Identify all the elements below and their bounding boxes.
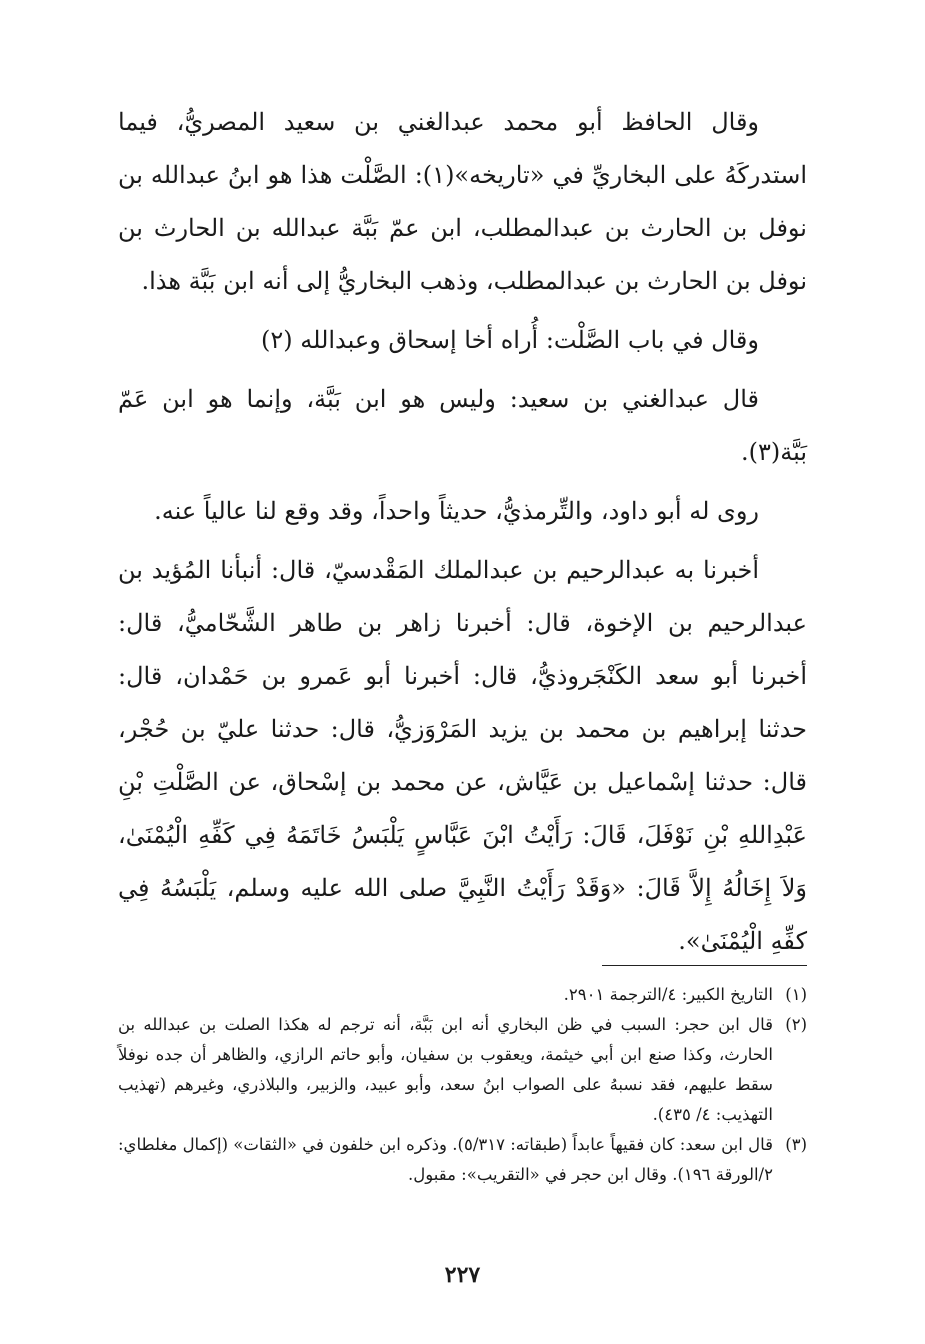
main-text xyxy=(118,96,807,968)
footnotes xyxy=(118,980,807,1190)
footnote-item xyxy=(118,1130,807,1190)
footnote-item xyxy=(118,980,807,1010)
paragraph-hadith-isnad: أخبرنا به عبدالرحيم بن عبدالملك المَقْدسيّ، قال: أنبأنا المُؤيد بن عبدالرحيم بن الإخوة، قال: أخبرنا زاهر بن طاهر الشَّحّاميُّ، قال: أخبرنا أبو سعد الكَنْجَروذيُّ، قال: أخبرنا أبو عَمرو بن حَمْدان، قال: حدثنا إبراهيم بن محمد بن يزيد المَرْوَزيُّ، قال: حدثنا عليّ بن حُجْر، قال: حدثنا إسْماعيل بن عَيَّاش، عن محمد بن إسْحاق، عن الصَّلْتِ بْنِ عَبْدِاللهِ بْنِ نَوْفَلَ، قَالَ: رَأَيْتُ ابْنَ عَبَّاسٍ يَلْبَسُ خَاتَمَهُ فِي كَفِّهِ الْيُمْنَىٰ، وَلاَ إِخَالُهُ إِلاَّ قَالَ: «وَقَدْ رَأَيْتُ النَّبِيَّ صلى الله عليه وسلم، يَلْبَسُهُ فِي كفِّهِ الْيُمْنَىٰ». xyxy=(118,556,807,955)
footnote-number: (٢) xyxy=(785,1015,807,1034)
page-number: ٢٢٧ xyxy=(444,1262,481,1288)
footnote-text: قال ابن حجر: السبب في ظن البخاري أنه ابن بَبَّة، أنه ترجم له هكذا الصلت بن عبدالله بن الحارث، وكذا صنع ابن أبي خيثمة، ويعقوب بن سفيان، وأبو حاتم الرازي، والظاهر أن جده نوفلاً سقط عليهم، فقد نسبهُ على الصواب ابنُ سعد، وأبو عبيد، والزبير، والبلاذري، وغيرهم (تهذيب التهذيب: ٤/ ٤٣٥). xyxy=(118,1015,773,1124)
footnote-number: (١) xyxy=(785,985,807,1004)
footnote-number: (٣) xyxy=(785,1135,807,1154)
paragraph-abdulghani-qawl: قال عبدالغني بن سعيد: وليس هو ابن بَبَّة، وإنما هو ابن عَمّ بَبَّة(٣). xyxy=(118,385,807,466)
footnote-text: قال ابن سعد: كان فقيهاً عابداً (طبقاته: ٥/٣١٧). وذكره ابن خلفون في «الثقات» (إكمال مغلطاي: ٢/الورقة ١٩٦). وقال ابن حجر في «التقريب»: مقبول. xyxy=(118,1135,773,1184)
footnote-text: التاريخ الكبير: ٤/الترجمة ٢٩٠١. xyxy=(563,985,773,1004)
footnote-divider xyxy=(602,965,807,966)
paragraph-bab-assalt: وقال في باب الصَّلْت: أُراه أخا إسحاق وعبدالله (٢) xyxy=(261,326,759,354)
paragraph-rawa-lahu: روى له أبو داود، والتِّرمذيُّ، حديثاً واحداً، وقد وقع لنا عالياً عنه. xyxy=(154,497,759,525)
footnote-item xyxy=(118,1010,807,1130)
paragraph-saad-mustadrak: وقال الحافظ أبو محمد عبدالغني بن سعيد المصريُّ، فيما استدركَهُ على البخاريِّ في «تاريخه»(١): الصَّلْت هذا هو ابنُ عبدالله بن نوفل بن الحارث بن عبدالمطلب، ابن عمّ بَبَّة عبدالله بن الحارث بن نوفل بن الحارث بن عبدالمطلب، وذهب البخاريُّ إلى أنه ابن بَبَّة هذا. xyxy=(118,108,808,295)
